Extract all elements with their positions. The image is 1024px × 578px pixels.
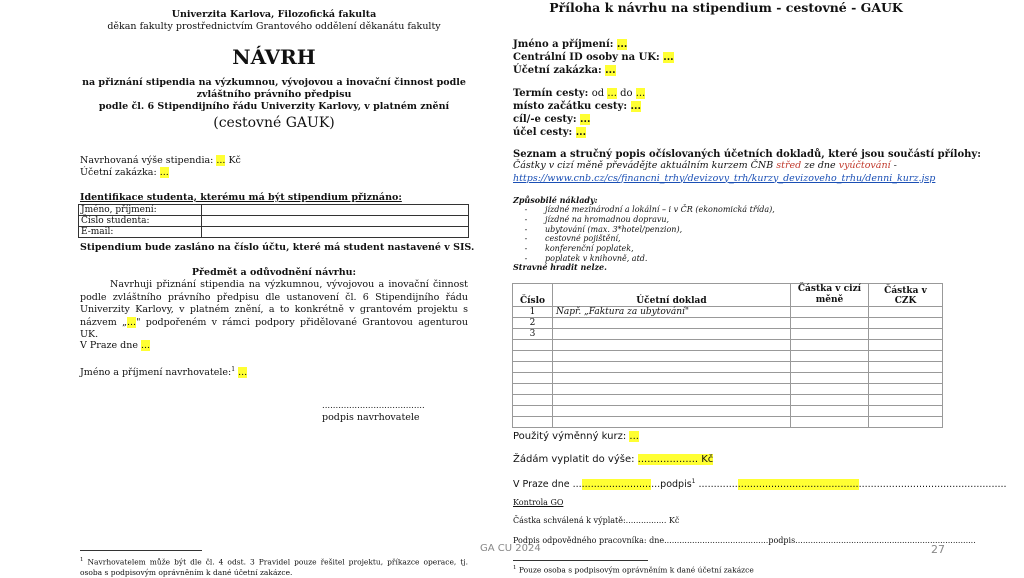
col-foreign: Částka v cizí měně	[791, 284, 869, 307]
field-central-id: Centrální ID osoby na UK: ...	[513, 52, 674, 63]
table-row	[513, 362, 943, 373]
student-identification-table	[78, 204, 469, 238]
expense-item: - ubytování (max. 3*hotel/penzion),	[535, 225, 775, 235]
signature-dots: ......................................	[322, 401, 425, 411]
signature-date[interactable]: .......................	[581, 479, 652, 491]
stipend-amount-value[interactable]: ...	[216, 155, 226, 166]
trip-start-value[interactable]: ...	[630, 101, 641, 112]
cnb-rate-link[interactable]: https://www.cnb.cz/cs/financni_trhy/devizovy_trh/kurzy_devizoveho_trhu/denni_kurz.jsp	[513, 172, 936, 184]
dean-line: děkan fakulty prostřednictvím Grantového oddělení děkanátu fakulty	[107, 21, 441, 32]
place-date-value[interactable]: ...	[140, 340, 151, 351]
id-label: E-mail:	[79, 227, 202, 238]
expense-item: - jízdné mezinárodní a lokální – i v ČR (ekonomická třída),	[535, 205, 775, 215]
subtitle-gauk: (cestovné GAUK)	[213, 115, 335, 131]
table-row	[513, 384, 943, 395]
id-row-email	[79, 227, 469, 238]
exchange-rate-value[interactable]: ...	[629, 431, 639, 442]
right-footnote-rule	[513, 560, 648, 561]
attachment-title: Příloha k návrhu na stipendium - cestovné - GAUK	[549, 0, 903, 15]
id-value-email[interactable]	[202, 227, 469, 238]
documents-heading: Seznam a stručný popis očíslovaných účetních dokladů, které jsou součástí přílohy:	[513, 149, 981, 160]
trip-fields	[513, 87, 645, 139]
signature-label: podpis navrhovatele	[322, 412, 420, 423]
responsible-signature: Podpis odpovědného pracovníka: dne.........................................podpis.......................................................................	[513, 536, 976, 545]
right-footnote: $^1$ Pouze osoba s podpisovým oprávněním k dané účetní zakázce	[513, 565, 754, 575]
identification-heading: Identifikace studenta, kterému má být stipendium přiznáno:	[80, 192, 402, 203]
signature-line: V Praze dne .............................podpis$^1$ ......................................................................................................	[513, 478, 1007, 491]
col-document: Účetní doklad	[553, 284, 791, 307]
expense-item: - konferenční poplatek,	[535, 244, 775, 254]
sis-note: Stipendium bude zasláno na číslo účtu, které má student nastavené v SIS.	[80, 242, 475, 253]
table-header-row	[513, 284, 943, 307]
slide-footer-label: GA CU 2024	[480, 543, 541, 554]
id-row-number	[79, 216, 469, 227]
expenses-heading: Způsobilé náklady:	[513, 195, 598, 205]
col-czk: Částka v CZK	[869, 284, 943, 307]
table-row	[513, 417, 943, 428]
trip-from-value[interactable]: ...	[607, 88, 617, 99]
expense-item: - cestovné pojištění,	[535, 234, 775, 244]
id-value-name[interactable]	[202, 205, 469, 216]
stipend-amount: Navrhovaná výše stipendia: ... Kč	[80, 155, 241, 166]
payout-value[interactable]: ................... Kč	[637, 454, 714, 465]
applicant-fields	[513, 38, 674, 77]
field-name: Jméno a příjmení: ...	[513, 39, 628, 50]
table-row	[513, 373, 943, 384]
approved-amount: Částka schválená k výplatě:................ Kč	[513, 516, 680, 525]
field-central-id-value[interactable]: ...	[663, 52, 674, 63]
expense-item: - poplatek v knihovně, atd.	[535, 254, 775, 264]
id-value-number[interactable]	[202, 216, 469, 227]
left-footnote: $^1$ Navrhovatelem může být dle čl. 4 odst. 3 Pravidel pouze řešitel projektu, příkazce operace, tj. osoba s podpisovým oprávněním k dané účetní zakázce.	[80, 557, 468, 577]
table-row	[513, 340, 943, 351]
subtitle-line-2: zvláštního právního předpisu	[196, 89, 352, 100]
proposer-name-value[interactable]: ...	[238, 367, 248, 379]
table-row	[513, 351, 943, 362]
subtitle-line-3: podle čl. 6 Stipendijního řádu Univerzity Karlovy, v platném znění	[98, 101, 450, 112]
slide-page-number: 27	[931, 543, 945, 556]
project-name-value[interactable]: ...	[127, 316, 137, 328]
field-name-value[interactable]: ...	[616, 39, 628, 50]
expense-item: - jízdné na hromadnou dopravu,	[535, 215, 775, 225]
accounting-contract: Účetní zakázka: ...	[80, 167, 169, 178]
justification-paragraph: Navrhuji přiznání stipendia na výzkumnou, vývojovou a inovační činnost podle zvláštního právního předpisu dle ustanovení čl. 6 Stipendijního řádu Univerzity Karlovy, v platném znění, a to konkrétně v grantovém projektu s názvem „..." podpořeném v rámci podpory přidělované Grantovou agenturou UK.	[80, 279, 469, 340]
document-title: NÁVRH	[232, 45, 316, 69]
col-number: Číslo	[513, 284, 553, 307]
table-row	[513, 395, 943, 406]
trip-destination: cíl/-e cesty: ...	[513, 114, 591, 125]
place-date: V Praze dne ...	[80, 340, 151, 351]
control-go: Kontrola GO	[513, 498, 564, 507]
proposer-name: Jméno a příjmení navrhovatele:$^1$ ...	[80, 366, 248, 379]
footnote-rule	[80, 550, 202, 551]
receipts-table	[512, 283, 943, 428]
exchange-rate: Použitý výměnný kurz: ...	[513, 431, 639, 442]
table-row: 2	[513, 318, 943, 329]
id-label: Číslo studenta:	[79, 216, 202, 227]
university-name: Univerzita Karlova, Filozofická fakulta	[171, 9, 377, 20]
payout-request: Žádám vyplatit do výše: ................... Kč	[513, 454, 714, 465]
trip-purpose: účel cesty: ...	[513, 127, 587, 138]
trip-destination-value[interactable]: ...	[580, 114, 591, 125]
id-row-name	[79, 205, 469, 216]
table-row: 1 Např. „Faktura za ubytování"	[513, 307, 943, 318]
trip-start: místo začátku cesty: ...	[513, 101, 641, 112]
diet-note: Stravné hradit nelze.	[513, 262, 607, 272]
field-contract-value[interactable]: ...	[605, 65, 616, 76]
id-label: Jméno, příjmení:	[79, 205, 202, 216]
table-row: 3	[513, 329, 943, 340]
subtitle-line-1: na přiznání stipendia na výzkumnou, vývojovou a inovační činnost podle	[82, 77, 466, 88]
eligible-expenses-list	[519, 205, 775, 264]
accounting-contract-value[interactable]: ...	[159, 167, 169, 178]
trip-term: Termín cesty: od ... do ...	[513, 88, 646, 99]
currency-note: Částky v cizí měně převádějte aktuálním kurzem ČNB střed ze dne vyúčtování - https://www.cnb.cz/cs/financni_trhy/devizovy_trh/kurzy_devizoveho_trhu/denni_kurz.jsp	[513, 160, 941, 185]
signature-field[interactable]: ........................................	[737, 479, 859, 491]
trip-purpose-value[interactable]: ...	[575, 127, 587, 138]
table-row	[513, 406, 943, 417]
trip-to-value[interactable]: ...	[635, 88, 646, 99]
subject-heading: Předmět a odůvodnění návrhu:	[191, 267, 357, 278]
field-contract: Účetní zakázka: ...	[513, 65, 616, 76]
